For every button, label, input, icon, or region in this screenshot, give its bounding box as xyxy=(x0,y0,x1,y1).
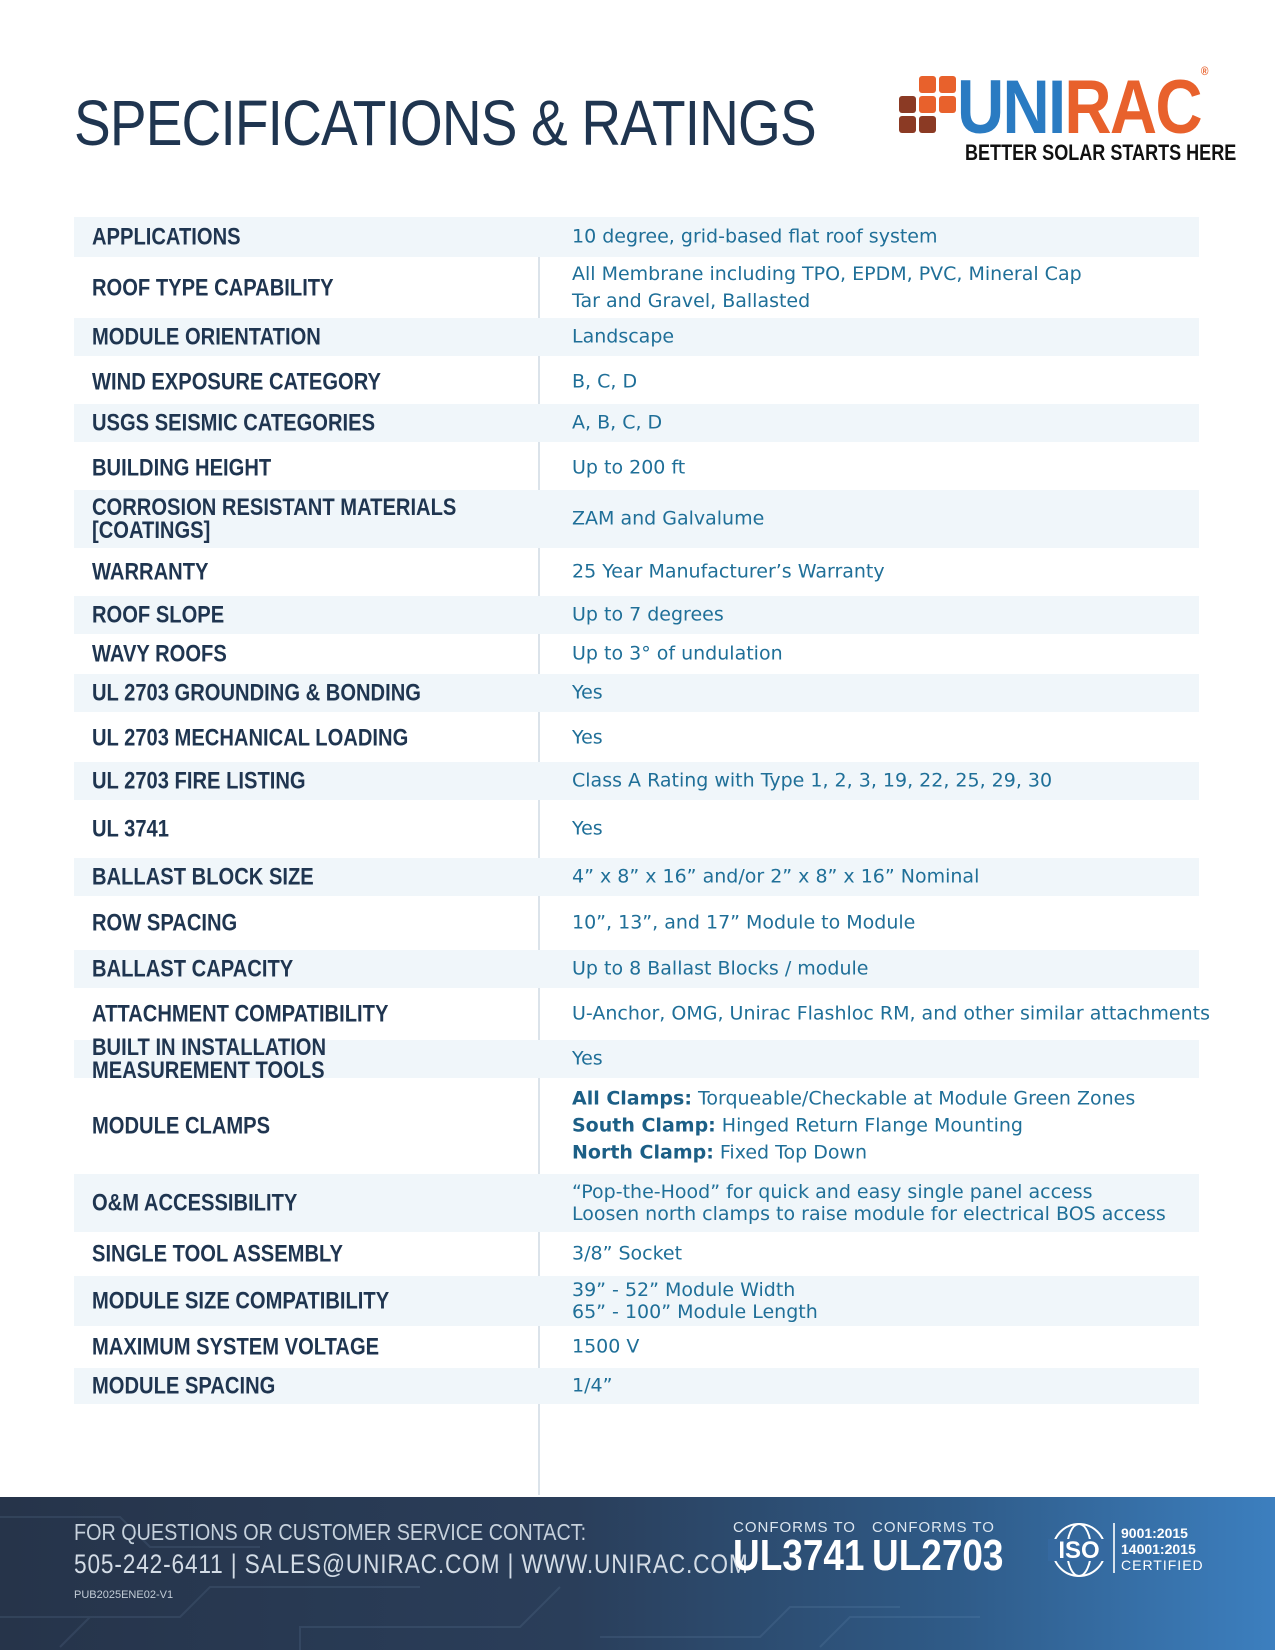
spec-value xyxy=(572,369,1212,396)
spec-row xyxy=(74,258,1199,318)
spec-label: WARRANTY xyxy=(92,558,209,586)
ul2703-conformance: CONFORMS TO UL2703 xyxy=(872,1519,1004,1580)
iso-separator xyxy=(1113,1523,1115,1573)
spec-row xyxy=(74,550,1199,594)
spec-value-line: Class A Rating with Type 1, 2, 3, 19, 22, 25, 29, 30 xyxy=(572,769,1053,792)
spec-row xyxy=(74,1234,1199,1274)
logo-tagline: BETTER SOLAR STARTS HERE xyxy=(965,140,1237,165)
logo-square xyxy=(919,76,936,93)
spec-label: ATTACHMENT COMPATIBILITY xyxy=(92,1000,389,1028)
iso-mark: ISO xyxy=(1058,1537,1100,1564)
spec-row xyxy=(74,858,1199,896)
spec-row xyxy=(74,360,1199,404)
spec-value-line: All Membrane including TPO, EPDM, PVC, Mineral Cap xyxy=(572,263,1082,285)
iso-globe-icon xyxy=(1044,1521,1114,1579)
spec-value-line: A, B, C, D xyxy=(572,411,663,434)
iso-certifications: 9001:2015 14001:2015 CERTIFIED xyxy=(1121,1525,1204,1573)
spec-label: UL 2703 MECHANICAL LOADING xyxy=(92,724,409,752)
spec-value xyxy=(572,725,1212,752)
spec-row xyxy=(74,1034,1199,1084)
spec-row xyxy=(74,950,1199,988)
spec-row xyxy=(74,490,1199,548)
logo-square xyxy=(939,96,956,113)
spec-value-line: 1/4” xyxy=(572,1374,613,1397)
spec-value-line: Tar and Gravel, Ballasted xyxy=(572,290,811,312)
spec-value xyxy=(572,1001,1212,1028)
spec-row xyxy=(74,217,1199,257)
spec-value xyxy=(572,910,1212,937)
spec-row xyxy=(74,1368,1199,1404)
spec-value-line: 1500 V xyxy=(572,1335,640,1358)
logo-square xyxy=(919,96,936,113)
spec-row xyxy=(74,1276,1199,1326)
spec-value xyxy=(572,1181,1212,1225)
spec-value xyxy=(572,324,1212,351)
spec-value-line: Loosen north clamps to raise module for electrical BOS access xyxy=(572,1203,1166,1225)
logo-square xyxy=(899,96,916,113)
spec-value-line: Up to 7 degrees xyxy=(572,603,724,626)
spec-value xyxy=(572,261,1212,315)
spec-label: SINGLE TOOL ASSEMBLY xyxy=(92,1240,343,1268)
contact-info: 505-242-6411 | SALES@UNIRAC.COM | WWW.UNIRAC.COM xyxy=(74,1549,749,1579)
spec-value xyxy=(572,559,1212,586)
spec-value xyxy=(572,864,1212,891)
spec-row xyxy=(74,1328,1199,1366)
spec-label: MAXIMUM SYSTEM VOLTAGE xyxy=(92,1333,380,1361)
logo-square xyxy=(939,76,956,93)
spec-value-line: B, C, D xyxy=(572,370,638,393)
spec-label: ROOF TYPE CAPABILITY xyxy=(92,274,334,302)
spec-label: BALLAST CAPACITY xyxy=(92,955,294,983)
spec-value-line: Up to 200 ft xyxy=(572,456,686,479)
spec-value xyxy=(572,768,1212,795)
spec-label: ROOF SLOPE xyxy=(92,601,225,629)
spec-value xyxy=(572,1373,1212,1400)
spec-value xyxy=(572,224,1212,251)
spec-value-line: “Pop-the-Hood” for quick and easy single panel access xyxy=(572,1181,1093,1203)
spec-value-line: 65” - 100” Module Length xyxy=(572,1301,818,1323)
spec-label: UL 2703 FIRE LISTING xyxy=(92,767,306,795)
unirac-logo xyxy=(897,64,1237,170)
clamp-name: North Clamp: xyxy=(572,1141,714,1164)
logo-wordmark: UNIRAC® xyxy=(957,64,1207,150)
spec-label: USGS SEISMIC CATEGORIES xyxy=(92,409,376,437)
spec-row xyxy=(74,674,1199,712)
spec-label: APPLICATIONS xyxy=(92,223,241,251)
spec-value-line: Up to 3° of undulation xyxy=(572,642,783,665)
clamp-description: Hinged Return Flange Mounting xyxy=(715,1114,1023,1137)
spec-row xyxy=(74,802,1199,856)
spec-label: O&M ACCESSIBILITY xyxy=(92,1189,298,1217)
ul3741-conformance: CONFORMS TO UL3741 xyxy=(733,1519,865,1580)
spec-value-line: 10”, 13”, and 17” Module to Module xyxy=(572,911,916,934)
spec-label: MODULE SPACING xyxy=(92,1372,276,1400)
footer xyxy=(0,1497,1275,1650)
clamp-description: Torqueable/Checkable at Module Green Zones xyxy=(691,1087,1136,1110)
clamp-name: All Clamps: xyxy=(572,1087,692,1110)
spec-value xyxy=(572,602,1212,629)
spec-value xyxy=(572,1241,1212,1268)
spec-row xyxy=(74,446,1199,490)
spec-value xyxy=(572,956,1212,983)
spec-value xyxy=(572,506,1212,533)
spec-label: MODULE ORIENTATION xyxy=(92,323,321,351)
spec-value-line: ZAM and Galvalume xyxy=(572,507,765,530)
spec-value xyxy=(572,680,1212,707)
spec-value xyxy=(572,1279,1212,1323)
spec-label: MODULE CLAMPS xyxy=(92,1112,271,1140)
spec-label: BUILT IN INSTALLATION MEASUREMENT TOOLS xyxy=(92,1034,327,1084)
spec-label: MODULE SIZE COMPATIBILITY xyxy=(92,1287,390,1315)
spec-value-line: Up to 8 Ballast Blocks / module xyxy=(572,957,869,980)
spec-value xyxy=(572,410,1212,437)
spec-value-line: 39” - 52” Module Width xyxy=(572,1279,796,1301)
spec-row xyxy=(74,898,1199,948)
spec-label: BALLAST BLOCK SIZE xyxy=(92,863,314,891)
spec-value-line: Yes xyxy=(572,726,603,749)
spec-value xyxy=(572,1334,1212,1361)
spec-value-line: 25 Year Manufacturer’s Warranty xyxy=(572,560,885,583)
spec-value xyxy=(572,816,1212,843)
spec-value-line: Yes xyxy=(572,681,603,704)
clamp-description: Fixed Top Down xyxy=(713,1141,868,1164)
logo-square xyxy=(899,116,916,133)
spec-row xyxy=(74,762,1199,800)
spec-row xyxy=(74,404,1199,442)
spec-value-line: 4” x 8” x 16” and/or 2” x 8” x 16” Nominal xyxy=(572,865,980,888)
spec-value xyxy=(572,1046,1212,1073)
spec-value-line: 10 degree, grid-based flat roof system xyxy=(572,225,938,248)
spec-value xyxy=(572,455,1212,482)
spec-row xyxy=(74,990,1211,1038)
spec-row xyxy=(74,318,1199,356)
spec-row xyxy=(74,714,1199,762)
spec-label: CORROSION RESISTANT MATERIALS [COATINGS] xyxy=(92,494,457,544)
spec-label: WIND EXPOSURE CATEGORY xyxy=(92,368,381,396)
spec-value-line: U-Anchor, OMG, Unirac Flashloc RM, and other similar attachments xyxy=(572,1002,1211,1025)
page-title: SPECIFICATIONS & RATINGS xyxy=(74,87,816,159)
spec-value-line: Yes xyxy=(572,1047,603,1070)
spec-value-line: Landscape xyxy=(572,325,675,348)
spec-value xyxy=(572,641,1212,668)
spec-label: ROW SPACING xyxy=(92,909,238,937)
spec-row xyxy=(74,1080,1199,1172)
spec-value xyxy=(572,1086,1212,1167)
spec-label: UL 2703 GROUNDING & BONDING xyxy=(92,679,421,707)
spec-label: UL 3741 xyxy=(92,815,169,843)
spec-value-line: 3/8” Socket xyxy=(572,1242,683,1265)
spec-label: BUILDING HEIGHT xyxy=(92,454,272,482)
logo-grid-icon xyxy=(899,76,961,138)
spec-value-line: Yes xyxy=(572,817,603,840)
spec-row xyxy=(74,1174,1199,1232)
spec-row xyxy=(74,636,1199,672)
clamp-name: South Clamp: xyxy=(572,1114,716,1137)
spec-row xyxy=(74,596,1199,634)
publication-code: PUB2025ENE02-V1 xyxy=(74,1589,174,1601)
contact-label: FOR QUESTIONS OR CUSTOMER SERVICE CONTACT: xyxy=(74,1519,587,1545)
spec-label: WAVY ROOFS xyxy=(92,640,227,668)
logo-square xyxy=(919,116,936,133)
